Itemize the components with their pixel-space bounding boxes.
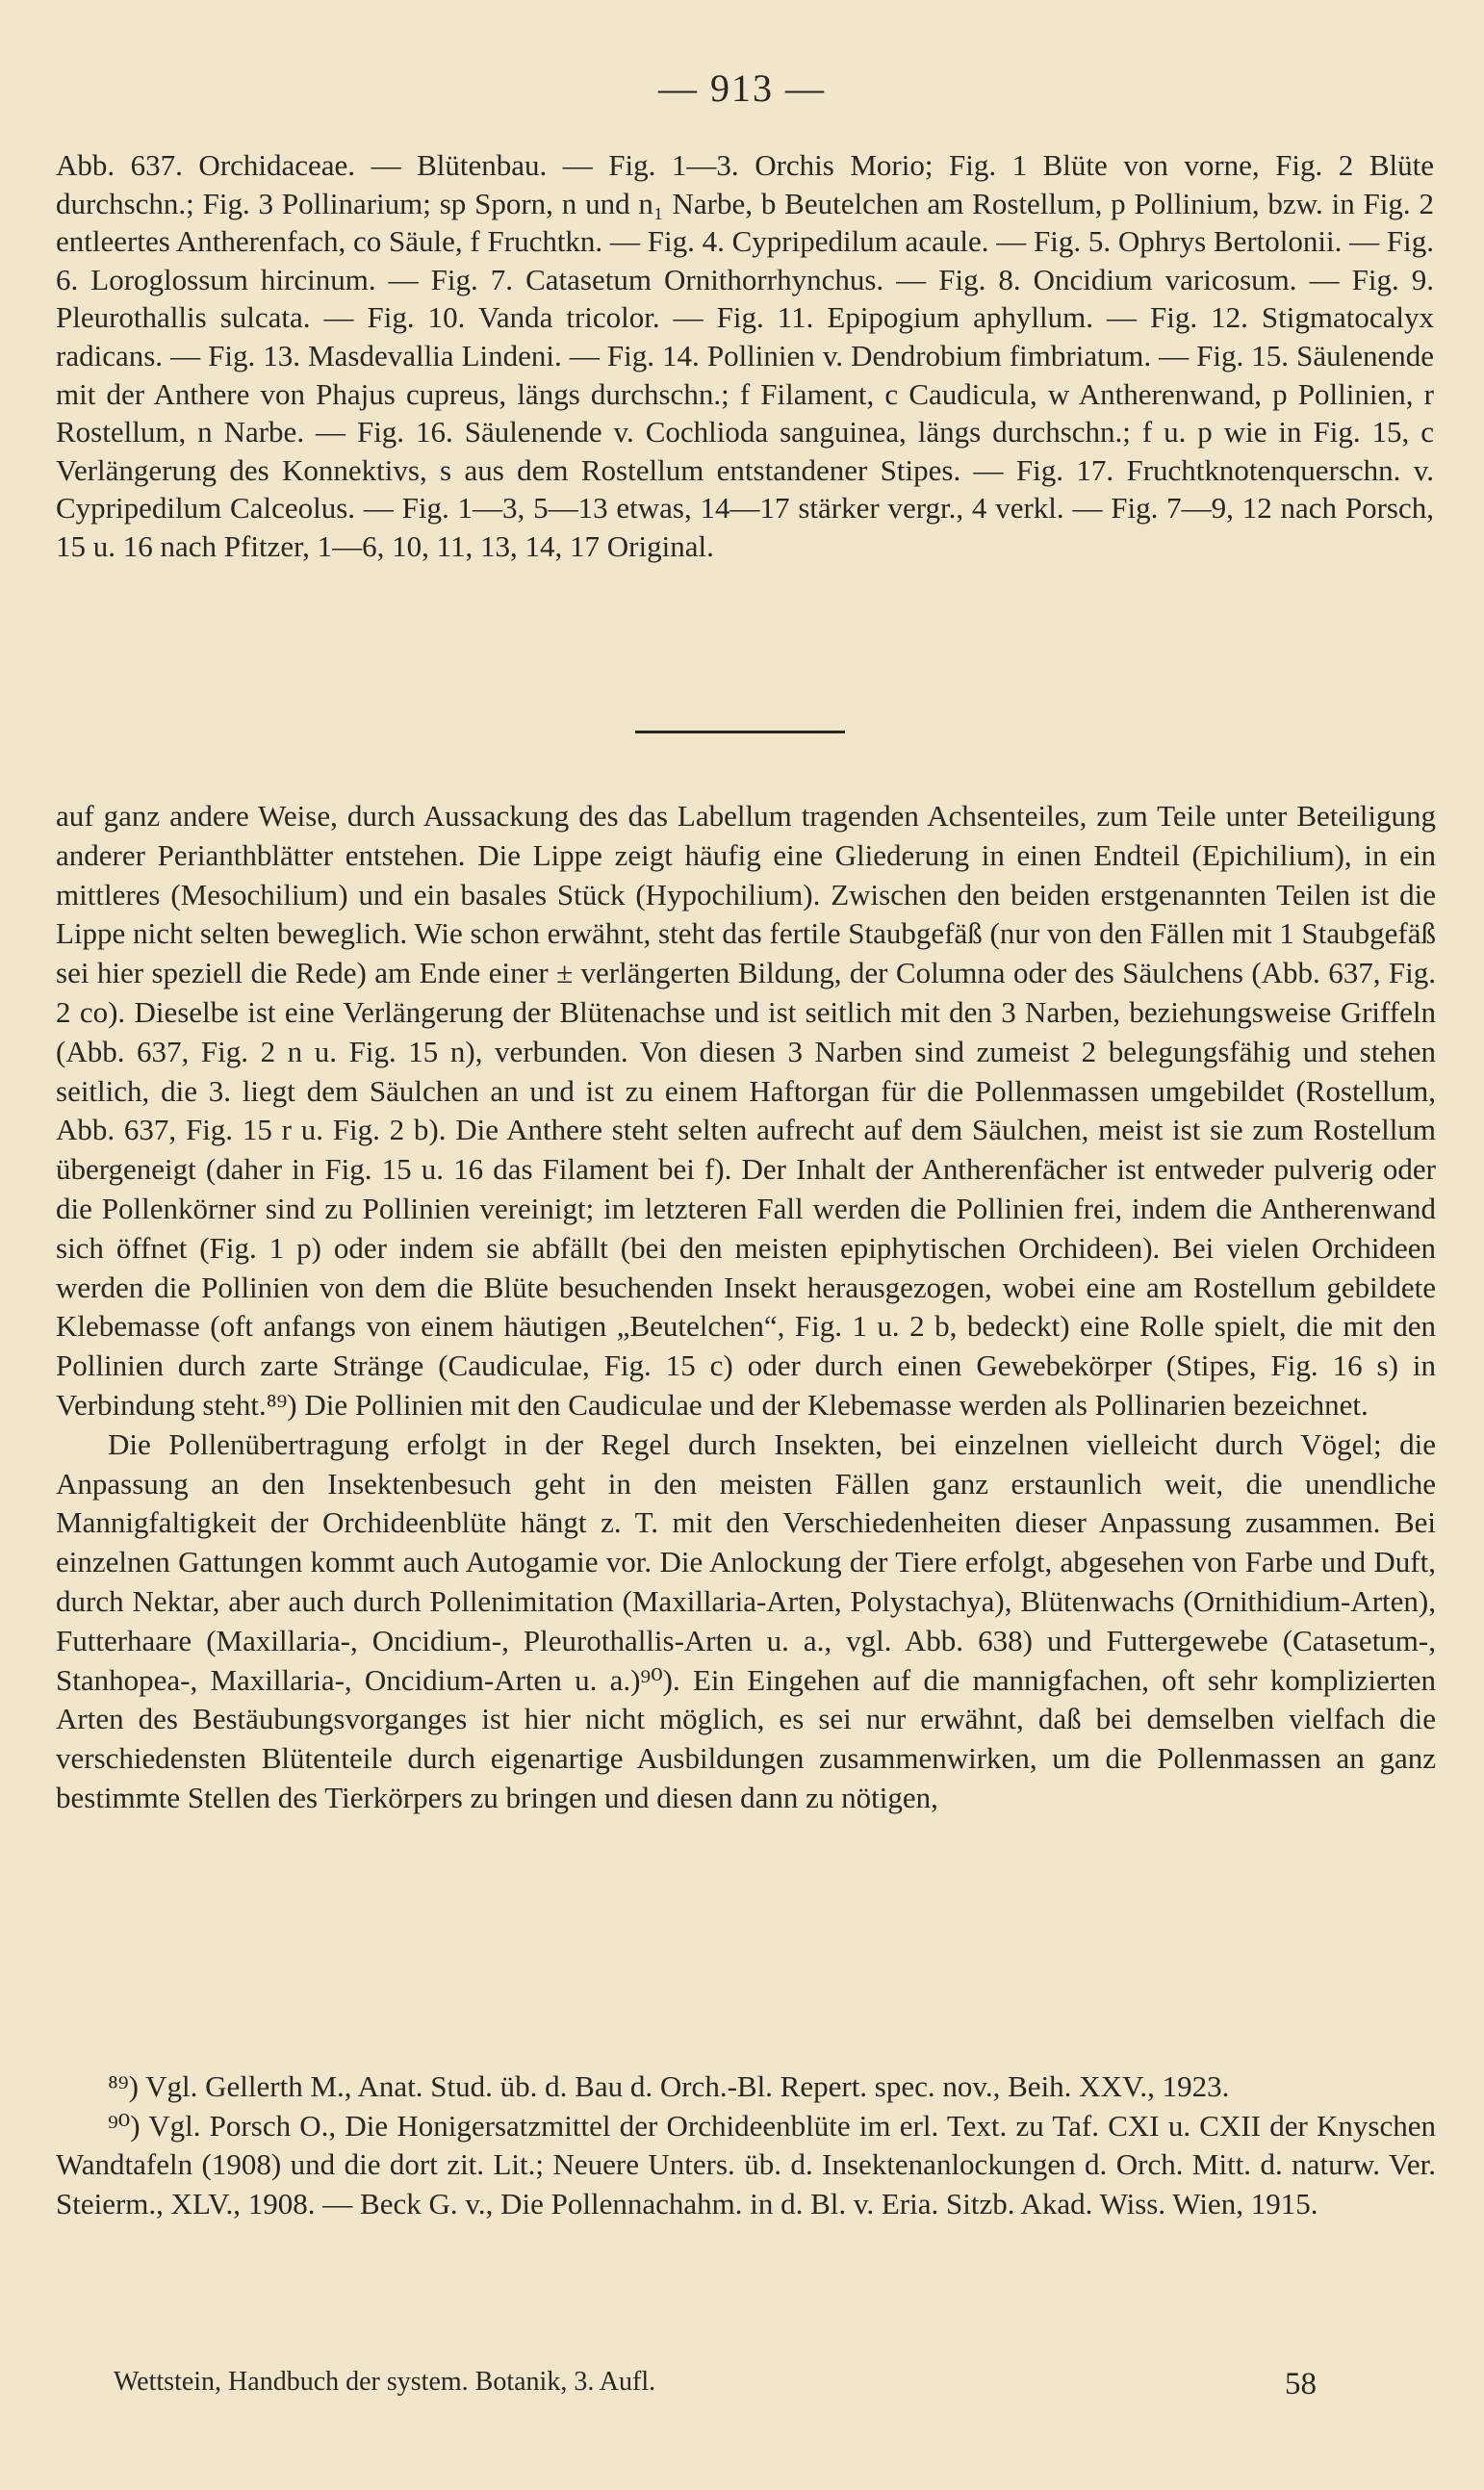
- body-text: [56, 797, 1436, 1818]
- footer-sheet-number: 58: [1285, 2367, 1317, 2401]
- figure-caption: [56, 146, 1434, 566]
- footnote-90: ⁹⁰) Vgl. Porsch O., Die Honigersatzmittel der Orchideenblüte im erl. Text. zu Taf. CXI u. CXII der Knyschen Wandtafeln (1908) und die dort zit. Lit.; Neuere Unters. üb. d. Insektenanlockungen d. Orch. Mitt. d. naturw. Ver. Steierm., XLV., 1908. — Beck G. v., Die Pollennachahm. in d. Bl. v. Eria. Sitzb. Akad. Wiss. Wien, 1915.: [56, 2108, 1436, 2220]
- page-footer: [114, 2367, 1317, 2402]
- footnote-89: ⁸⁹) Vgl. Gellerth M., Anat. Stud. üb. d. Bau d. Orch.-Bl. Repert. spec. nov., Beih. XXV., 1923.: [108, 2069, 1230, 2103]
- body-paragraph: auf ganz andere Weise, durch Aussackung des das Labellum tragenden Achsenteiles, zum Teile unter Beteiligung anderer Perianthblätter entstehen. Die Lippe zeigt häufig eine Gliederung in einen Endteil (Epichilium), in ein mittleres (Mesochilium) und ein basales Stück (Hypochilium). Zwischen den beiden erstgenannten Teilen ist die Lippe nicht selten beweglich. Wie schon erwähnt, steht das fertile Staubgefäß (nur von den Fällen mit 1 Staubgefäß sei hier speziell die Rede) am Ende einer ± verlängerten Bildung, der Columna oder des Säulchens (Abb. 637, Fig. 2 co). Dieselbe ist eine Verlängerung der Blütenachse und ist seitlich mit den 3 Narben, beziehungsweise Griffeln (Abb. 637, Fig. 2 n u. Fig. 15 n), verbunden. Von diesen 3 Narben sind zumeist 2 belegungsfähig und stehen seitlich, die 3. liegt dem Säulchen an und ist zu einem Haftorgan für die Pollenmassen umgebildet (Rostellum, Abb. 637, Fig. 15 r u. Fig. 2 b). Die Anthere steht selten aufrecht auf dem Säulchen, meist ist sie zum Rostellum übergeneigt (daher in Fig. 15 u. 16 das Filament bei f). Der Inhalt der Antherenfächer ist entweder pulverig oder die Pollenkörner sind zu Pollinien vereinigt; im letzteren Fall werden die Pollinien frei, indem die Antherenwand sich öffnet (Fig. 1 p) oder indem sie abfällt (bei den meisten epiphytischen Orchideen). Bei vielen Orchideen werden die Pollinien von dem die Blüte besuchenden Insekt herausgezogen, wobei eine am Rostellum gebildete Klebemasse (oft anfangs von einem häutigen „Beutelchen“, Fig. 1 u. 2 b, bedeckt) eine Rolle spielt, die mit den Pollinien durch zarte Stränge (Caudiculae, Fig. 15 c) oder durch einen Gewebekörper (Stipes, Fig. 16 s) in Verbindung steht.⁸⁹) Die Pollinien mit den Caudiculae und der Klebemasse werden als Pollinarien bezeichnet.: [56, 799, 1436, 1422]
- body-paragraph: Die Pollenübertragung erfolgt in der Regel durch Insekten, bei einzelnen vielleicht durch Vögel; die Anpassung an den Insektenbesuch geht in den meisten Fällen ganz erstaunlich weit, die unendliche Mannigfaltigkeit der Orchideenblüte hängt z. T. mit den Verschiedenheiten dieser Anpassung zusammen. Bei einzelnen Gattungen kommt auch Autogamie vor. Die Anlockung der Tiere erfolgt, abgesehen von Farbe und Duft, durch Nektar, aber auch durch Pollenimitation (Maxillaria-Arten, Polystachya), Blütenwachs (Ornithidium-Arten), Futterhaare (Maxillaria-, Oncidium-, Pleurothallis-Arten u. a., vgl. Abb. 638) und Futtergewebe (Catasetum-, Stanhopea-, Maxillaria-, Oncidium-Arten u. a.)⁹⁰). Ein Eingehen auf die mannigfachen, oft sehr komplizierten Arten des Bestäubungsvorganges ist hier nicht möglich, es sei nur erwähnt, daß bei demselben vielfach die verschiedensten Blütenteile durch eigenartige Ausbildungen zusammenwirken, um die Pollenmassen an ganz bestimmte Stellen des Tierkörpers zu bringen und diesen dann zu nötigen,: [56, 1426, 1436, 1814]
- section-divider: [635, 731, 845, 733]
- footer-book-title: Wettstein, Handbuch der system. Botanik, 3. Aufl.: [114, 2367, 656, 2397]
- caption-text: Abb. 637. Orchidaceae. — Blütenbau. — Fig. 1—3. Orchis Morio; Fig. 1 Blüte von vorne, Fig. 2 Blüte durchschn.; Fig. 3 Pollinarium; sp Sporn, n und n₁ Narbe, b Beutelchen am Rostellum, p Pollinium, bzw. in Fig. 2 entleertes Antherenfach, co Säule, f Fruchtkn. — Fig. 4. Cypripedilum acaule. — Fig. 5. Ophrys Bertolonii. — Fig. 6. Loroglossum hircinum. — Fig. 7. Catasetum Ornithorrhynchus. — Fig. 8. Oncidium varicosum. — Fig. 9. Pleurothallis sulcata. — Fig. 10. Vanda tricolor. — Fig. 11. Epipogium aphyllum. — Fig. 12. Stigmatocalyx radicans. — Fig. 13. Masdevallia Lindeni. — Fig. 14. Pollinien v. Dendrobium fimbriatum. — Fig. 15. Säulenende mit der Anthere von Phajus cupreus, längs durchschn.; f Filament, c Caudicula, w Antherenwand, p Pollinien, r Rostellum, n Narbe. — Fig. 16. Säulenende v. Cochlioda sanguinea, längs durchschn.; f u. p wie in Fig. 15, c Verlängerung des Konnektivs, s aus dem Rostellum entstandener Stipes. — Fig. 17. Fruchtknotenquerschn. v. Cypripedilum Calceolus. — Fig. 1—3, 5—13 etwas, 14—17 stärker vergr., 4 verkl. — Fig. 7—9, 12 nach Porsch, 15 u. 16 nach Pfitzer, 1—6, 10, 11, 13, 14, 17 Original.: [56, 148, 1434, 563]
- page-number: — 913 —: [658, 66, 826, 110]
- footnotes: [56, 2067, 1436, 2223]
